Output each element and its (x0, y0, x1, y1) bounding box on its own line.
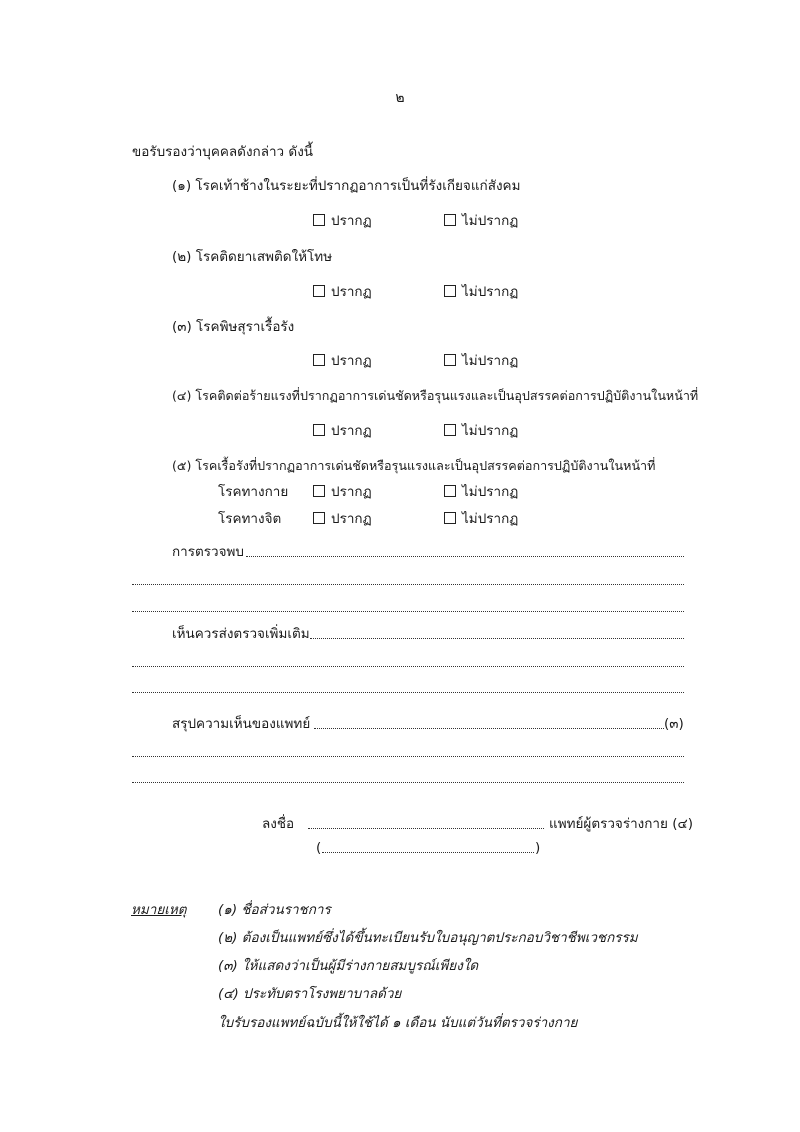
findings-label: การตรวจพบ (172, 544, 244, 560)
item-1-present-option[interactable] (313, 211, 372, 231)
option-label: ปรากฏ (331, 511, 372, 527)
findings-input-line-1[interactable] (246, 556, 684, 557)
item-5-mental-label: โรคทางจิต (218, 511, 282, 527)
summary-input-line-2[interactable] (132, 756, 684, 757)
notes-heading: หมายเหตุ (131, 902, 187, 918)
page-number: ๒ (395, 90, 405, 106)
option-label: ปรากฏ (331, 484, 372, 500)
note-item-3: (๓) ให้แสดงว่าเป็นผู้มีร่างกายสมบูรณ์เพียงใด (218, 958, 479, 974)
item-2-present-option[interactable] (313, 282, 372, 302)
item-1-absent-option[interactable] (444, 211, 518, 231)
checkbox-icon[interactable] (444, 424, 456, 436)
checkbox-icon[interactable] (444, 354, 456, 366)
option-label: ปรากฏ (331, 423, 372, 439)
item-2-absent-option[interactable] (444, 282, 518, 302)
summary-label: สรุปความเห็นของแพทย์ (172, 716, 311, 732)
summary-ref: (๓) (664, 716, 684, 732)
further-tests-input-line-3[interactable] (132, 692, 684, 693)
option-label: ปรากฏ (331, 213, 372, 229)
item-5-physical-present-option[interactable] (313, 482, 372, 502)
item-3-present-option[interactable] (313, 351, 372, 371)
checkbox-icon[interactable] (444, 485, 456, 497)
option-label: ไม่ปรากฏ (462, 511, 519, 527)
signer-name-input-line[interactable] (322, 852, 534, 853)
checkbox-icon[interactable] (444, 512, 456, 524)
note-validity: ใบรับรองแพทย์ฉบับนี้ให้ใช้ได้ ๑ เดือน นับแต่วันที่ตรวจร่างกาย (218, 1015, 578, 1031)
further-tests-input-line-1[interactable] (310, 638, 684, 639)
item-3-absent-option[interactable] (444, 351, 518, 371)
note-item-1: (๑) ชื่อส่วนราชการ (218, 902, 331, 918)
item-4-present-option[interactable] (313, 421, 372, 441)
item-5-physical-absent-option[interactable] (444, 482, 518, 502)
signer-name-open-paren: ( (316, 840, 322, 856)
summary-input-line-1[interactable] (314, 728, 664, 729)
option-label: ไม่ปรากฏ (462, 213, 519, 229)
option-label: ไม่ปรากฏ (462, 484, 519, 500)
findings-input-line-3[interactable] (132, 611, 684, 612)
option-label: ปรากฏ (331, 284, 372, 300)
item-5-mental-absent-option[interactable] (444, 509, 518, 529)
option-label: ไม่ปรากฏ (462, 353, 519, 369)
checkbox-icon[interactable] (444, 285, 456, 297)
checkbox-icon[interactable] (313, 354, 325, 366)
checkbox-icon[interactable] (444, 214, 456, 226)
signature-input-line[interactable] (308, 828, 544, 829)
item-5-mental-present-option[interactable] (313, 509, 372, 529)
item-1-title: (๑) โรคเท้าช้างในระยะที่ปรากฏอาการเป็นที่รังเกียจแก่สังคม (172, 178, 521, 194)
option-label: ไม่ปรากฏ (462, 284, 519, 300)
checkbox-icon[interactable] (313, 424, 325, 436)
further-tests-label: เห็นควรส่งตรวจเพิ่มเติม (172, 626, 310, 642)
signature-label: ลงชื่อ (262, 816, 295, 832)
item-5-title: (๕) โรคเรื้อรังที่ปรากฏอาการเด่นชัดหรือรุนแรงและเป็นอุปสรรคต่อการปฏิบัติงานในหน้าที่ (172, 458, 656, 473)
option-label: ปรากฏ (331, 353, 372, 369)
item-5-physical-label: โรคทางกาย (218, 484, 289, 500)
option-label: ไม่ปรากฏ (462, 423, 519, 439)
note-item-4: (๔) ประทับตราโรงพยาบาลด้วย (218, 986, 402, 1002)
further-tests-input-line-2[interactable] (132, 666, 684, 667)
checkbox-icon[interactable] (313, 512, 325, 524)
item-4-title: (๔) โรคติดต่อร้ายแรงที่ปรากฏอาการเด่นชัดหรือรุนแรงและเป็นอุปสรรคต่อการปฏิบัติงานในหน้าที่ (172, 388, 699, 403)
checkbox-icon[interactable] (313, 485, 325, 497)
checkbox-icon[interactable] (313, 214, 325, 226)
signature-role: แพทย์ผู้ตรวจร่างกาย (๔) (549, 816, 693, 832)
item-2-title: (๒) โรคติดยาเสพติดให้โทษ (172, 249, 333, 265)
checkbox-icon[interactable] (313, 285, 325, 297)
item-4-absent-option[interactable] (444, 421, 518, 441)
item-3-title: (๓) โรคพิษสุราเรื้อรัง (172, 319, 295, 335)
note-item-2: (๒) ต้องเป็นแพทย์ซึ่งได้ขึ้นทะเบียนรับใบอนุญาตประกอบวิชาชีพเวชกรรม (218, 930, 638, 946)
summary-input-line-3[interactable] (132, 782, 684, 783)
signer-name-close-paren: ) (535, 840, 541, 856)
intro-text: ขอรับรองว่าบุคคลดังกล่าว ดังนี้ (132, 144, 314, 160)
findings-input-line-2[interactable] (132, 584, 684, 585)
